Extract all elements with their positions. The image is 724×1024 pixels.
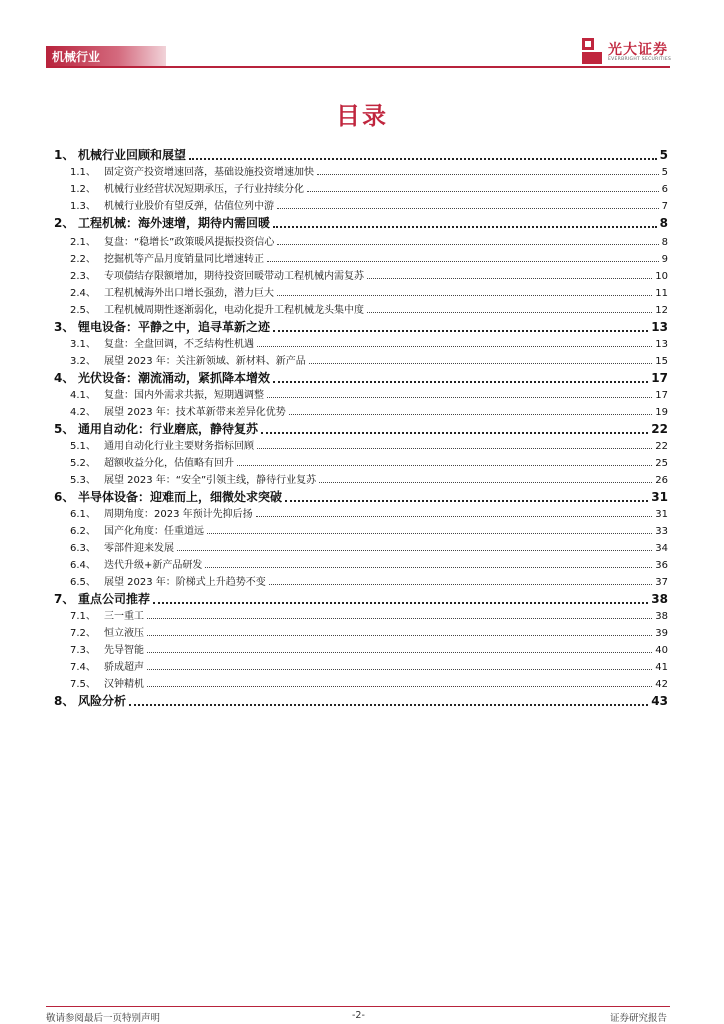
toc-entry-page: 31 <box>655 509 668 520</box>
toc-section-entry[interactable] <box>54 607 668 623</box>
toc-entry-page: 7 <box>661 201 668 212</box>
toc-entry-number: 5.2、 <box>70 458 96 469</box>
toc-entry-page: 26 <box>655 475 668 486</box>
toc-entry-label: 迭代升级+新产品研发 <box>104 560 203 571</box>
toc-entry-number: 1、 <box>54 148 75 162</box>
toc-entry-page: 37 <box>655 577 668 588</box>
toc-section-entry[interactable] <box>54 641 668 657</box>
toc-entry-number: 1.2、 <box>70 184 96 195</box>
toc-entry-number: 2.2、 <box>70 254 96 265</box>
toc-entry-label: 风险分析 <box>78 694 127 708</box>
toc-section-entry[interactable] <box>54 454 668 470</box>
toc-dot-leader <box>257 447 652 449</box>
toc-entry-label: 国产化角度：任重道远 <box>104 526 204 537</box>
toc-entry-label: 展望 2023 年：关注新领域、新材料、新产品 <box>104 356 306 367</box>
toc-chapter-entry[interactable] <box>54 318 668 336</box>
toc-entry-number: 2.1、 <box>70 237 96 248</box>
toc-entry-number: 7.3、 <box>70 645 96 656</box>
toc-entry-number: 6.3、 <box>70 543 96 554</box>
toc-chapter-entry[interactable] <box>54 214 668 232</box>
toc-entry-label: 锂电设备：平静之中，追寻革新之迹 <box>78 320 271 334</box>
toc-entry-label: 机械行业回顾和展望 <box>78 148 187 162</box>
toc-section-entry[interactable] <box>54 573 668 589</box>
toc-section-entry[interactable] <box>54 197 668 213</box>
toc-entry-page: 8 <box>661 237 668 248</box>
toc-entry-label: 展望 2023 年：“安全”引领主线，静待行业复苏 <box>104 475 317 486</box>
toc-dot-leader <box>289 413 652 415</box>
toc-section-entry[interactable] <box>54 505 668 521</box>
toc-chapter-entry[interactable] <box>54 369 668 387</box>
toc-entry-page: 36 <box>655 560 668 571</box>
toc-section-entry[interactable] <box>54 284 668 300</box>
toc-entry-page: 19 <box>655 407 668 418</box>
toc-entry-label: 工程机械：海外速增，期待内需回暖 <box>78 216 271 230</box>
toc-entry-label: 机械行业股价有望反弹，估值位列中游 <box>104 201 274 212</box>
toc-entry-page: 38 <box>655 611 668 622</box>
toc-dot-leader <box>257 345 652 347</box>
toc-entry-number: 4.1、 <box>70 390 96 401</box>
toc-entry-label: 零部件迎来发展 <box>104 543 174 554</box>
toc-entry-page: 10 <box>655 271 668 282</box>
toc-entry-label: 固定资产投资增速回落，基础设施投资增速加快 <box>104 167 314 178</box>
toc-entry-number: 7.5、 <box>70 679 96 690</box>
toc-entry-number: 8、 <box>54 694 75 708</box>
toc-entry-number: 7.2、 <box>70 628 96 639</box>
toc-entry-number: 2.4、 <box>70 288 96 299</box>
toc-section-entry[interactable] <box>54 539 668 555</box>
brand-logo <box>580 38 680 68</box>
toc-entry-page: 17 <box>651 371 668 385</box>
toc-entry-label: 展望 2023 年：技术革新带来差异化优势 <box>104 407 286 418</box>
toc-entry-label: 复盘：“稳增长”政策暖风提振投资信心 <box>104 237 275 248</box>
toc-entry-page: 33 <box>655 526 668 537</box>
toc-entry-label: 工程机械海外出口增长强劲，潜力巨大 <box>104 288 274 299</box>
toc-section-entry[interactable] <box>54 335 668 351</box>
toc-entry-page: 22 <box>655 441 668 452</box>
toc-section-entry[interactable] <box>54 675 668 691</box>
toc-entry-number: 7.1、 <box>70 611 96 622</box>
header-divider <box>46 66 670 68</box>
toc-entry-page: 17 <box>655 390 668 401</box>
toc-entry-number: 3.1、 <box>70 339 96 350</box>
toc-section-entry[interactable] <box>54 301 668 317</box>
toc-entry-page: 8 <box>659 216 668 230</box>
footer-divider <box>46 1006 670 1007</box>
toc-section-entry[interactable] <box>54 658 668 674</box>
toc-dot-leader <box>273 380 648 383</box>
toc-entry-page: 13 <box>651 320 668 334</box>
toc-entry-number: 5.1、 <box>70 441 96 452</box>
brand-name: 光大证券 <box>608 42 668 58</box>
toc-dot-leader <box>207 532 652 534</box>
toc-dot-leader <box>261 431 648 434</box>
toc-section-entry[interactable] <box>54 556 668 572</box>
toc-dot-leader <box>147 617 652 619</box>
toc-dot-leader <box>147 634 652 636</box>
toc-section-entry[interactable] <box>54 386 668 402</box>
toc-dot-leader <box>129 703 648 706</box>
toc-section-entry[interactable] <box>54 624 668 640</box>
toc-entry-page: 39 <box>655 628 668 639</box>
toc-chapter-entry[interactable] <box>54 420 668 438</box>
toc-dot-leader <box>153 601 648 604</box>
toc-entry-label: 挖掘机等产品月度销量同比增速转正 <box>104 254 264 265</box>
toc-entry-page: 38 <box>651 592 668 606</box>
toc-entry-number: 6.5、 <box>70 577 96 588</box>
toc-dot-leader <box>319 481 652 483</box>
toc-entry-label: 周期角度：2023 年预计先抑后扬 <box>104 509 253 520</box>
toc-entry-page: 5 <box>661 167 668 178</box>
toc-entry-page: 9 <box>661 254 668 265</box>
toc-dot-leader <box>277 294 652 296</box>
toc-dot-leader <box>267 260 659 262</box>
toc-dot-leader <box>277 207 659 209</box>
toc-dot-leader <box>189 157 657 160</box>
toc-entry-label: 半导体设备：迎难而上，细微处求突破 <box>78 490 283 504</box>
toc-entry-page: 6 <box>661 184 668 195</box>
toc-section-entry[interactable] <box>54 250 668 266</box>
toc-chapter-entry[interactable] <box>54 488 668 506</box>
toc-dot-leader <box>147 668 652 670</box>
toc-entry-label: 通用自动化行业主要财务指标回顾 <box>104 441 254 452</box>
footer-report-type: 证券研究报告 <box>610 1013 668 1024</box>
section-tag-band <box>46 46 166 66</box>
toc-section-entry[interactable] <box>54 233 668 249</box>
toc-dot-leader <box>273 329 648 332</box>
toc-entry-number: 2.5、 <box>70 305 96 316</box>
toc-entry-number: 7、 <box>54 592 75 606</box>
toc-section-entry[interactable] <box>54 180 668 196</box>
toc-entry-label: 复盘：国内外需求共振，短期遇调整 <box>104 390 264 401</box>
toc-chapter-entry[interactable] <box>54 146 668 164</box>
toc-entry-page: 31 <box>651 490 668 504</box>
toc-entry-page: 34 <box>655 543 668 554</box>
toc-entry-label: 骄成超声 <box>104 662 144 673</box>
brand-english-name: EVERBRIGHT SECURITIES <box>608 57 672 62</box>
toc-entry-number: 5.3、 <box>70 475 96 486</box>
toc-dot-leader <box>269 583 652 585</box>
toc-entry-number: 5、 <box>54 422 75 436</box>
toc-dot-leader <box>147 685 652 687</box>
toc-chapter-entry[interactable] <box>54 692 668 710</box>
toc-section-entry[interactable] <box>54 352 668 368</box>
toc-entry-page: 22 <box>651 422 668 436</box>
toc-entry-number: 7.4、 <box>70 662 96 673</box>
toc-dot-leader <box>273 225 657 228</box>
toc-entry-page: 25 <box>655 458 668 469</box>
toc-entry-number: 6.4、 <box>70 560 96 571</box>
toc-dot-leader <box>267 396 652 398</box>
toc-dot-leader <box>367 277 652 279</box>
toc-entry-number: 2、 <box>54 216 75 230</box>
toc-section-entry[interactable] <box>54 267 668 283</box>
toc-chapter-entry[interactable] <box>54 590 668 608</box>
toc-entry-number: 1.1、 <box>70 167 96 178</box>
toc-dot-leader <box>317 173 659 175</box>
toc-dot-leader <box>205 566 652 568</box>
toc-entry-number: 6.1、 <box>70 509 96 520</box>
toc-entry-label: 光伏设备：潮流涌动，紧抓降本增效 <box>78 371 271 385</box>
toc-entry-number: 3、 <box>54 320 75 334</box>
toc-entry-page: 12 <box>655 305 668 316</box>
toc-entry-label: 恒立液压 <box>104 628 144 639</box>
toc-entry-label: 专项债结存限额增加，期待投资回暖带动工程机械内需复苏 <box>104 271 364 282</box>
toc-entry-page: 41 <box>655 662 668 673</box>
toc-section-entry[interactable] <box>54 522 668 538</box>
toc-entry-label: 汉钟精机 <box>104 679 144 690</box>
toc-dot-leader <box>277 243 658 245</box>
toc-section-entry[interactable] <box>54 163 668 179</box>
toc-entry-label: 通用自动化：行业磨底，静待复苏 <box>78 422 259 436</box>
toc-entry-number: 4.2、 <box>70 407 96 418</box>
footer-disclaimer: 敬请参阅最后一页特别声明 <box>46 1013 161 1024</box>
toc-entry-number: 1.3、 <box>70 201 96 212</box>
footer-page-number: -2- <box>352 1010 365 1021</box>
toc-entry-number: 2.3、 <box>70 271 96 282</box>
brand-mark-icon <box>580 38 604 64</box>
toc-dot-leader <box>177 549 652 551</box>
toc-entry-page: 43 <box>651 694 668 708</box>
toc-entry-number: 6、 <box>54 490 75 504</box>
toc-dot-leader <box>237 464 652 466</box>
toc-entry-label: 展望 2023 年：阶梯式上升趋势不变 <box>104 577 266 588</box>
toc-entry-page: 42 <box>655 679 668 690</box>
toc-entry-number: 6.2、 <box>70 526 96 537</box>
toc-entry-label: 复盘：全盘回调，不乏结构性机遇 <box>104 339 254 350</box>
toc-section-entry[interactable] <box>54 437 668 453</box>
section-tag: 机械行业 <box>52 50 101 64</box>
toc-dot-leader <box>309 362 652 364</box>
toc-entry-page: 13 <box>655 339 668 350</box>
toc-entry-page: 15 <box>655 356 668 367</box>
toc-dot-leader <box>147 651 652 653</box>
toc-entry-label: 超额收益分化，估值略有回升 <box>104 458 234 469</box>
toc-entry-label: 先导智能 <box>104 645 144 656</box>
toc-dot-leader <box>285 499 648 502</box>
toc-entry-label: 机械行业经营状况短期承压，子行业持续分化 <box>104 184 304 195</box>
toc-entry-number: 4、 <box>54 371 75 385</box>
toc-section-entry[interactable] <box>54 403 668 419</box>
toc-entry-page: 11 <box>655 288 668 299</box>
toc-entry-number: 3.2、 <box>70 356 96 367</box>
toc-dot-leader <box>307 190 659 192</box>
toc-entry-page: 5 <box>659 148 668 162</box>
toc-section-entry[interactable] <box>54 471 668 487</box>
toc-entry-page: 40 <box>655 645 668 656</box>
toc-dot-leader <box>367 311 652 313</box>
toc-entry-label: 重点公司推荐 <box>78 592 151 606</box>
toc-dot-leader <box>256 515 653 517</box>
toc-entry-label: 三一重工 <box>104 611 144 622</box>
page-title: 目录 <box>336 102 388 130</box>
toc-entry-label: 工程机械周期性逐渐弱化，电动化提升工程机械龙头集中度 <box>104 305 364 316</box>
